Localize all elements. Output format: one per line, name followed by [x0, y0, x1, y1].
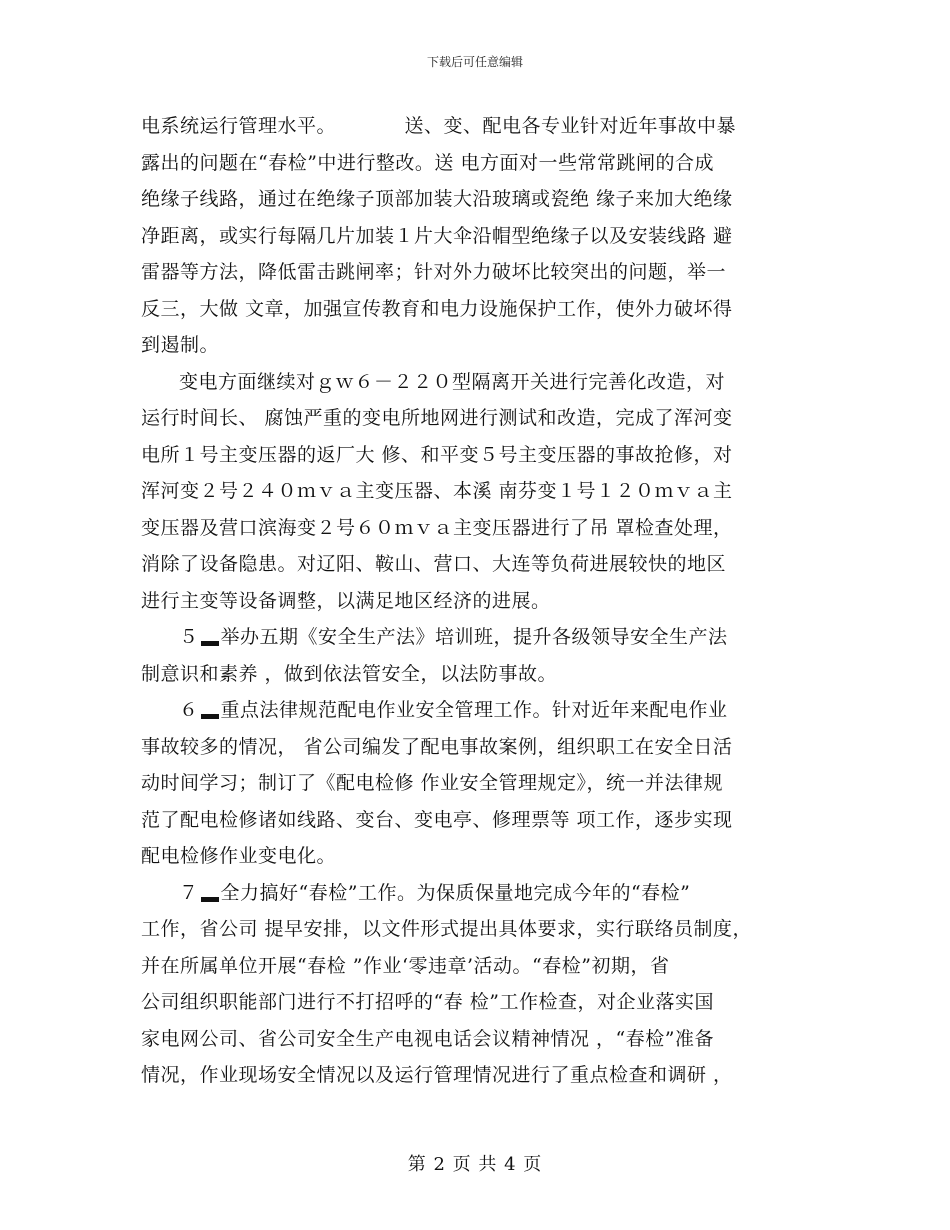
- text-line: 动时间学习；制订了《配电检修 作业安全管理规定》，统一并法律规: [141, 772, 724, 794]
- list-item-5: [141, 619, 813, 656]
- text-line: 雷器等方法，降低雷击跳闸率；针对外力破坏比较突出的问题，举一: [141, 261, 727, 283]
- page-header: 下载后可任意编辑: [426, 55, 523, 69]
- text-line: 电所１号主变压器的返厂大 修、和平变５号主变压器的事故抢修，对: [141, 443, 733, 466]
- text-line: 露出的问题在“春检”中进行整改。送 电方面对一些常常跳闸的合成: [141, 151, 714, 174]
- text-line: 反三，大做 文章，加强宣传教育和电力设施保护工作，使外力破坏得: [141, 297, 733, 320]
- text-line: 情况，作业现场安全情况以及运行管理情况进行了重点检查和调研 ，: [141, 1064, 733, 1086]
- text-line: 净距离，或实行每隔几片加装１片大伞沿帽型绝缘子以及安装线路 避: [141, 224, 733, 247]
- dash-mark: [201, 714, 219, 719]
- text-line: 配电检修作业变电化。: [141, 845, 337, 867]
- text-line: 工作，省公司 提早安排，以文件形式提出具体要求，实行联络员制度，: [141, 918, 753, 940]
- item-text: 全力搞好“春检”工作。为保质保量地完成今年的“春检”: [220, 881, 691, 904]
- list-item-6: [141, 692, 813, 729]
- text-line: 到遏制。: [141, 334, 220, 356]
- dash-mark: [201, 641, 219, 646]
- text-line: 变压器及营口滨海变２号６０ｍｖａ主变压器进行了吊 罩检查处理，: [141, 516, 733, 539]
- text-line: 运行时间长、 腐蚀严重的变电所地网进行测试和改造，完成了浑河变: [141, 407, 733, 429]
- text-line: 制意识和素养 ，做到依法管安全，以法防事故。: [141, 662, 558, 685]
- document-body: [141, 108, 813, 1094]
- item-number: ５: [179, 626, 199, 648]
- text-line: 电系统运行管理水平。 送、变、配电各专业针对近年事故中暴: [141, 115, 737, 137]
- page-footer: 第 2 页 共 4 页: [407, 1154, 543, 1175]
- text-line: 浑河变２号２４０ｍｖａ主变压器、本溪 南芬变１号１２０ｍｖａ主: [141, 480, 733, 502]
- text-line: 消除了设备隐患。对辽阳、鞍山、营口、大连等负荷进展较快的地区: [141, 553, 727, 575]
- paragraph-start: 变电方面继续对ｇｗ６－２２０型隔离开关进行完善化改造，对: [179, 370, 726, 393]
- text-line: 范了配电检修诸如线路、变台、变电亭、修理票等 项工作，逐步实现: [141, 808, 733, 831]
- list-item-7: [141, 875, 813, 912]
- text-line: 绝缘子线路，通过在绝缘子顶部加装大沿玻璃或瓷绝 缘子来加大绝缘: [141, 188, 733, 210]
- item-text: 重点法律规范配电作业安全管理工作。针对近年来配电作业: [220, 699, 728, 721]
- item-number: ７: [179, 881, 199, 904]
- text-line: 事故较多的情况， 省公司编发了配电事故案例，组织职工在安全日活: [141, 735, 733, 758]
- text-line: 家电网公司、省公司安全生产电视电话会议精神情况 ，“春检”准备: [141, 1027, 714, 1050]
- item-text: 举办五期《安全生产法》培训班，提升各级领导安全生产法: [220, 626, 728, 648]
- item-number: ６: [179, 699, 199, 721]
- dash-mark: [201, 897, 219, 902]
- text-line: 并在所属单位开展“春检 ”作业‘零违章’活动。“春检”初期，省: [141, 954, 670, 977]
- text-line: 进行主变等设备调整，以满足地区经济的进展。: [141, 589, 551, 612]
- text-line: 公司组织职能部门进行不打招呼的“春 检”工作检查，对企业落实国: [141, 991, 714, 1013]
